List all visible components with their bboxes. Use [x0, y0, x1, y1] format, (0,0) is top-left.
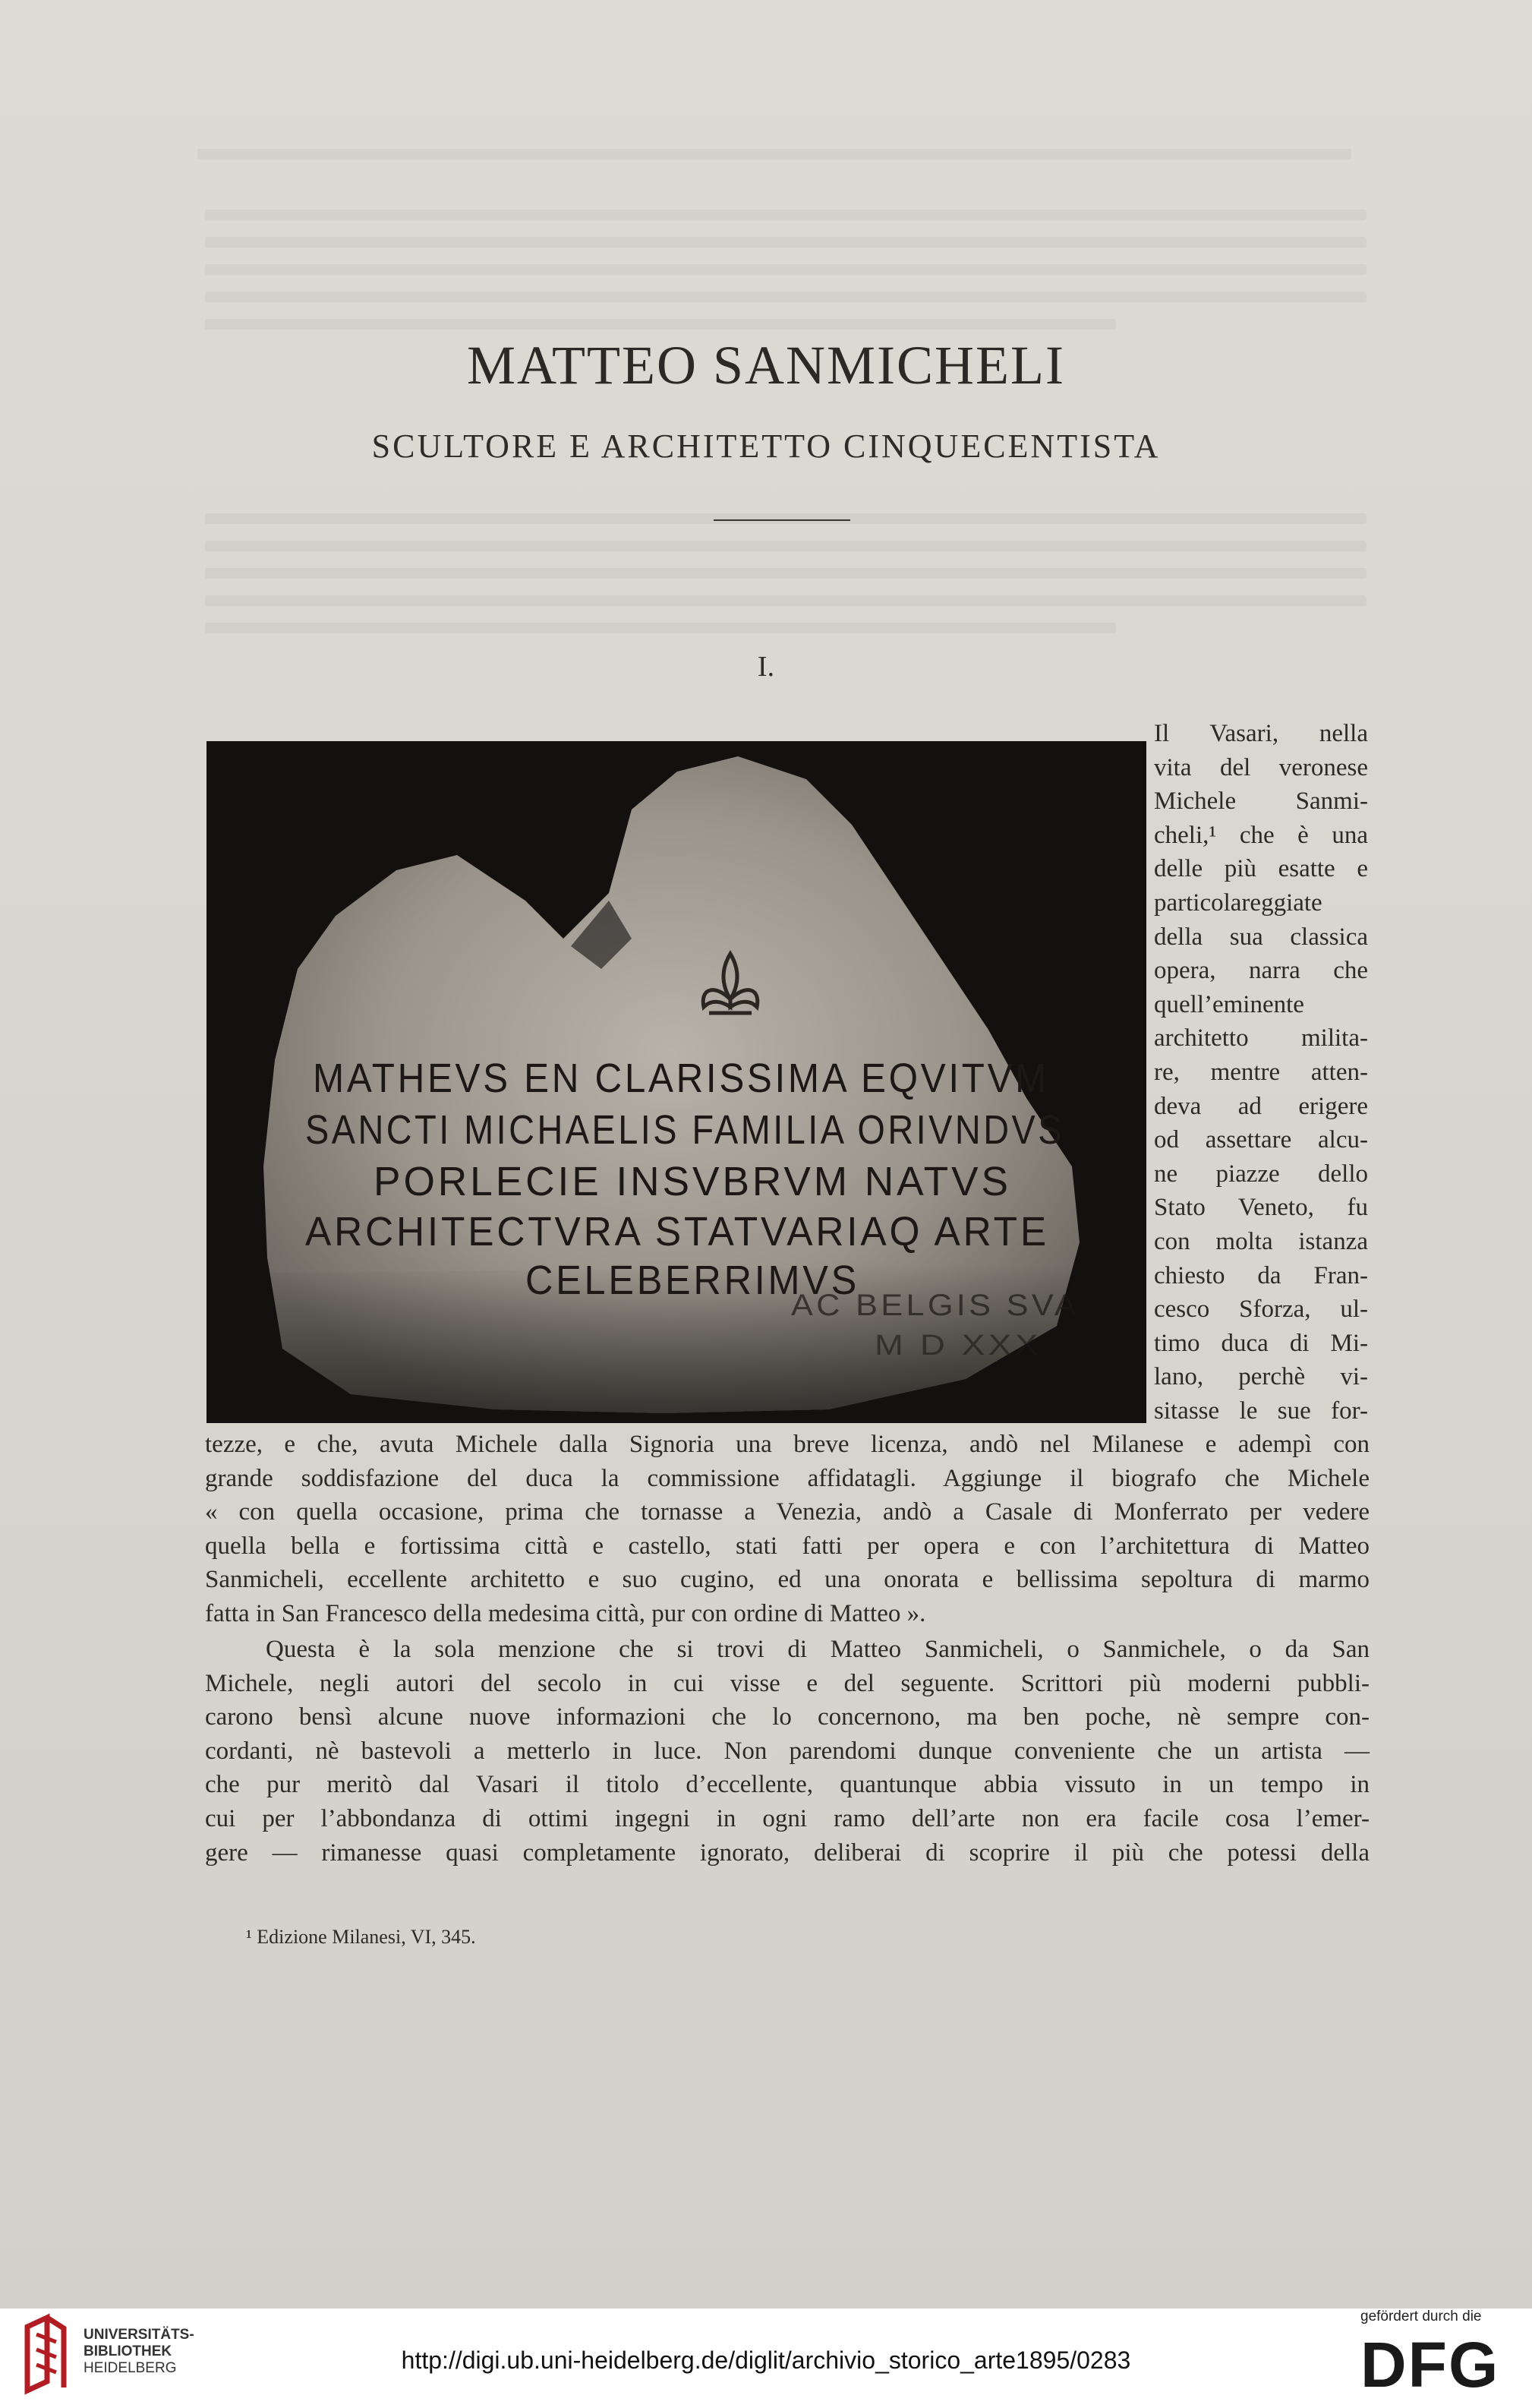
paragraph-2	[205, 1633, 1370, 1870]
body-line: carono bensì alcune nuove informazioni che lo concernono, ma ben poche, nè sempre con-	[205, 1703, 1370, 1731]
inscription-line-2: SANCTI MICHAELIS FAMILIA ORIVNDVS	[305, 1107, 1064, 1153]
body-line: cui per l’abbondanza di ottimi ingegni in ogni ramo dell’arte non era facile cosa l’emer-	[205, 1804, 1370, 1832]
side-line: cesco Sforza, ul-	[1154, 1296, 1368, 1324]
body-line: gere — rimanesse quasi completamente ignorato, deliberai di scoprire il più che potessi della	[205, 1838, 1370, 1867]
side-line: re, mentre atten-	[1154, 1058, 1368, 1086]
side-line: Michele Sanmi-	[1154, 787, 1368, 816]
body-line: Questa è la sola menzione che si trovi di Matteo Sanmicheli, o Sanmichele, o da San	[266, 1636, 1370, 1663]
body-line: « con quella occasione, prima che tornasse a Venezia, andò a Casale di Monferrato per vedere	[205, 1498, 1370, 1526]
inscription-line-3: PORLECIE INSVBRVM NATVS	[374, 1159, 1011, 1204]
paragraph-1	[205, 1428, 1370, 1631]
side-line: od assettare alcu-	[1154, 1126, 1368, 1154]
university-library-name: UNIVERSITÄTS- BIBLIOTHEK HEIDELBERG	[84, 2327, 194, 2376]
permalink-url[interactable]: http://digi.ub.uni-heidelberg.de/diglit/archivio_storico_arte1895/0283	[401, 2346, 1131, 2374]
side-line: Il Vasari, nella	[1154, 720, 1368, 747]
body-line: tezze, e che, avuta Michele dalla Signoria una breve licenza, andò nel Milanese e adempì con	[205, 1431, 1370, 1458]
side-line: chiesto da Fran-	[1154, 1261, 1368, 1289]
side-line: quell’eminente	[1154, 990, 1304, 1018]
inscription-photo	[206, 741, 1146, 1423]
body-line: Michele, negli autori del secolo in cui visse e del seguente. Scrittori più moderni pubbli-	[205, 1669, 1370, 1697]
side-line: sitasse le sue for-	[1154, 1397, 1368, 1425]
side-line: architetto milita-	[1154, 1024, 1368, 1053]
body-line: Sanmicheli, eccellente architetto e suo cugino, ed una onorata e bellissima sepoltura di marmo	[205, 1566, 1370, 1594]
side-line: Stato Veneto, fu	[1154, 1194, 1368, 1222]
inscription-line-1: MATHEVS EN CLARISSIMA EQVITVM	[313, 1056, 1049, 1101]
body-line: cordanti, nè bastevoli a metterlo in luce. Non parendomi dunque conveniente che un artista —	[205, 1737, 1370, 1765]
body-line: che pur meritò dal Vasari il titolo d’eccellente, quantunque abbia vissuto in un tempo in	[205, 1771, 1370, 1799]
page-title: MATTEO SANMICHELI	[467, 335, 1065, 396]
side-line: lano, perchè vi-	[1154, 1363, 1368, 1391]
side-line: vita del veronese	[1154, 753, 1368, 781]
inscription-line-4: ARCHITECTVRA STATVARIAQ ARTE	[305, 1209, 1049, 1254]
side-line: della sua classica	[1154, 923, 1368, 951]
side-line: particolareggiate	[1154, 888, 1322, 917]
funding-caption: gefördert durch die	[1360, 2309, 1482, 2324]
page-subtitle: SCULTORE E ARCHITETTO CINQUECENTISTA	[371, 428, 1161, 465]
side-line: cheli,¹ che è una	[1154, 821, 1368, 849]
side-line: ne piazze dello	[1154, 1160, 1368, 1188]
dfg-logo: DFG	[1360, 2329, 1500, 2400]
side-line: timo duca di Mi-	[1154, 1329, 1368, 1357]
body-line: grande soddisfazione del duca la commissione affidatagli. Aggiunge il biografo che Michele	[205, 1464, 1370, 1492]
side-line: con molta istanza	[1154, 1227, 1368, 1255]
side-line: delle più esatte e	[1154, 855, 1368, 883]
side-line: deva ad erigere	[1154, 1092, 1368, 1120]
side-line: opera, narra che	[1154, 957, 1368, 985]
body-line: quella bella e fortissima città e castello, stati fatti per opera e con l’architettura di Matteo	[205, 1532, 1370, 1560]
inscription-line-5: CELEBERRIMVS	[525, 1258, 859, 1303]
inscription-line-7: M D XXX	[875, 1330, 1042, 1362]
title-divider	[714, 519, 850, 521]
side-column-text	[1154, 717, 1368, 1428]
footnote: ¹ Edizione Milanesi, VI, 345.	[246, 1926, 476, 1948]
inscription-line-6: AC BELGIS SVA	[791, 1289, 1080, 1322]
body-line: fatta in San Francesco della medesima città, pur con ordine di Matteo ».	[205, 1599, 926, 1627]
section-number: I.	[757, 651, 775, 683]
